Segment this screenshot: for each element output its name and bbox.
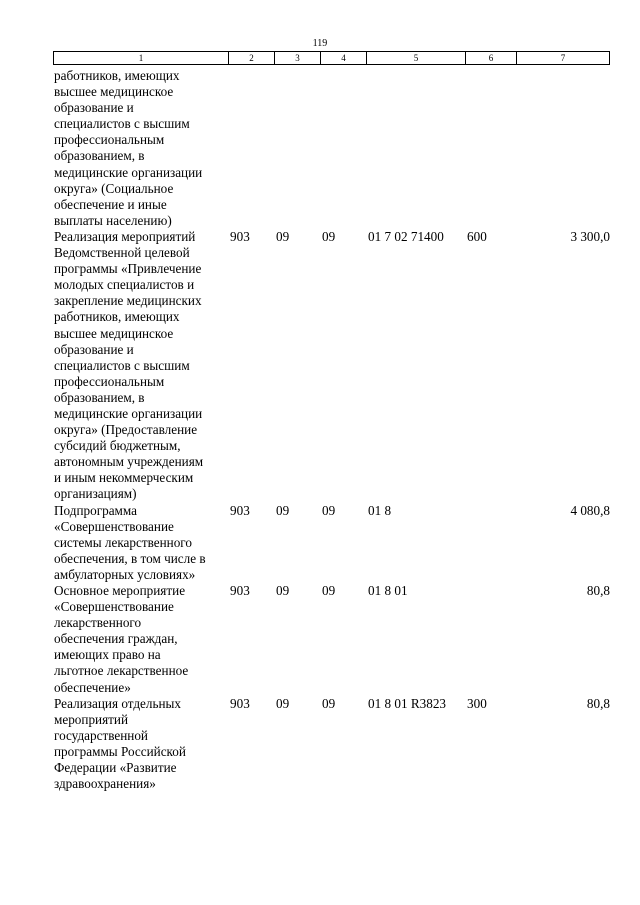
description-line: имеющих право на: [54, 647, 161, 663]
description-line: государственной: [54, 727, 148, 743]
description-line: программы Российской: [54, 743, 186, 759]
description-line: «Совершенствование: [54, 599, 174, 615]
description-line: обеспечение»: [54, 679, 131, 695]
description-line: образование и: [54, 341, 134, 357]
header-col-1: 1: [53, 52, 228, 64]
expense-type-code: [465, 68, 516, 229]
description-line: работников, имеющих: [54, 309, 180, 325]
description-line: специалистов с высшим: [54, 116, 190, 132]
description-line: специалистов с высшим: [54, 357, 190, 373]
description-line: и иным некоммерческим: [54, 470, 194, 486]
target-article-code: 01 7 02 71400: [368, 228, 444, 244]
row-description: [53, 696, 228, 793]
expense-type-code: 300: [467, 695, 487, 711]
header-col-6: 6: [465, 52, 516, 64]
expense-type-code: 600: [467, 228, 487, 244]
ministry-code: 903: [230, 583, 250, 598]
description-line: Подпрограмма: [54, 502, 138, 518]
description-line: высшее медицинское: [54, 325, 174, 341]
target-article-code: 01 8 01 R3823: [368, 695, 447, 711]
expense-type-code: [465, 583, 516, 696]
row-description: [53, 503, 228, 583]
subsection-code: [320, 68, 366, 229]
table-row: [53, 583, 610, 696]
amount: [516, 68, 610, 229]
description-line: обеспечение и иные: [54, 196, 167, 212]
description-line: молодых специалистов и: [54, 277, 195, 293]
row-description: [53, 583, 228, 696]
description-line: медицинские организации: [54, 164, 203, 180]
section-code: 09: [276, 228, 290, 244]
amount: 80,8: [586, 695, 610, 711]
description-line: округа» (Предоставление: [54, 422, 198, 438]
description-line: Основное мероприятие: [54, 583, 186, 598]
target-article-code: [366, 68, 465, 229]
description-line: лекарственного: [54, 615, 142, 631]
subsection-code: 09: [322, 502, 336, 518]
header-col-4: 4: [320, 52, 366, 64]
amount: 3 300,0: [570, 228, 610, 244]
target-article-code: 01 8 01: [368, 583, 408, 598]
description-line: льготное лекарственное: [54, 663, 189, 679]
row-description: [53, 229, 228, 503]
description-line: образованием, в: [54, 389, 145, 405]
table-row: [53, 503, 610, 583]
description-line: обеспечения граждан,: [54, 631, 178, 647]
description-line: системы лекарственного: [54, 534, 192, 550]
description-line: образование и: [54, 100, 134, 116]
description-line: организациям): [54, 486, 137, 502]
table-header-row: [53, 51, 610, 65]
amount: 4 080,8: [570, 502, 610, 518]
header-col-2: 2: [228, 52, 274, 64]
description-line: Реализация мероприятий: [54, 228, 196, 244]
description-line: выплаты населению): [54, 212, 172, 228]
description-line: амбулаторных условиях»: [54, 566, 196, 582]
section-code: 09: [276, 583, 290, 598]
amount: 80,8: [586, 583, 610, 598]
description-line: Реализация отдельных: [54, 695, 182, 711]
description-line: округа» (Социальное: [54, 180, 174, 196]
description-line: профессиональным: [54, 132, 165, 148]
description-line: Ведомственной целевой: [54, 245, 190, 261]
header-col-5: 5: [366, 52, 465, 64]
table-row: [53, 68, 610, 229]
subsection-code: 09: [322, 695, 336, 711]
subsection-code: 09: [322, 228, 336, 244]
target-article-code: 01 8: [368, 502, 392, 518]
table-row: [53, 696, 610, 793]
table-row: [53, 229, 610, 503]
description-line: здравоохранения»: [54, 776, 156, 792]
description-line: медицинские организации: [54, 405, 203, 421]
description-line: «Совершенствование: [54, 518, 174, 534]
header-col-7: 7: [516, 52, 610, 64]
page-number: 119: [312, 38, 328, 49]
ministry-code: [228, 68, 274, 229]
description-line: мероприятий: [54, 711, 129, 727]
description-line: автономным учреждениям: [54, 454, 204, 470]
ministry-code: 903: [230, 695, 250, 711]
description-line: Федерации «Развитие: [54, 760, 177, 776]
subsection-code: 09: [322, 583, 336, 598]
description-line: образованием, в: [54, 148, 145, 164]
description-line: обеспечения, в том числе в: [54, 550, 206, 566]
section-code: 09: [276, 502, 290, 518]
row-description: [53, 68, 228, 229]
description-line: субсидий бюджетным,: [54, 438, 181, 454]
section-code: 09: [276, 695, 290, 711]
table-body: [53, 68, 610, 792]
description-line: программы «Привлечение: [54, 261, 202, 277]
description-line: профессиональным: [54, 373, 165, 389]
ministry-code: 903: [230, 502, 250, 518]
description-line: работников, имеющих: [54, 68, 180, 83]
section-code: [274, 68, 320, 229]
header-col-3: 3: [274, 52, 320, 64]
ministry-code: 903: [230, 228, 250, 244]
description-line: высшее медицинское: [54, 84, 174, 100]
description-line: закрепление медицинских: [54, 293, 202, 309]
expense-type-code: [465, 503, 516, 583]
